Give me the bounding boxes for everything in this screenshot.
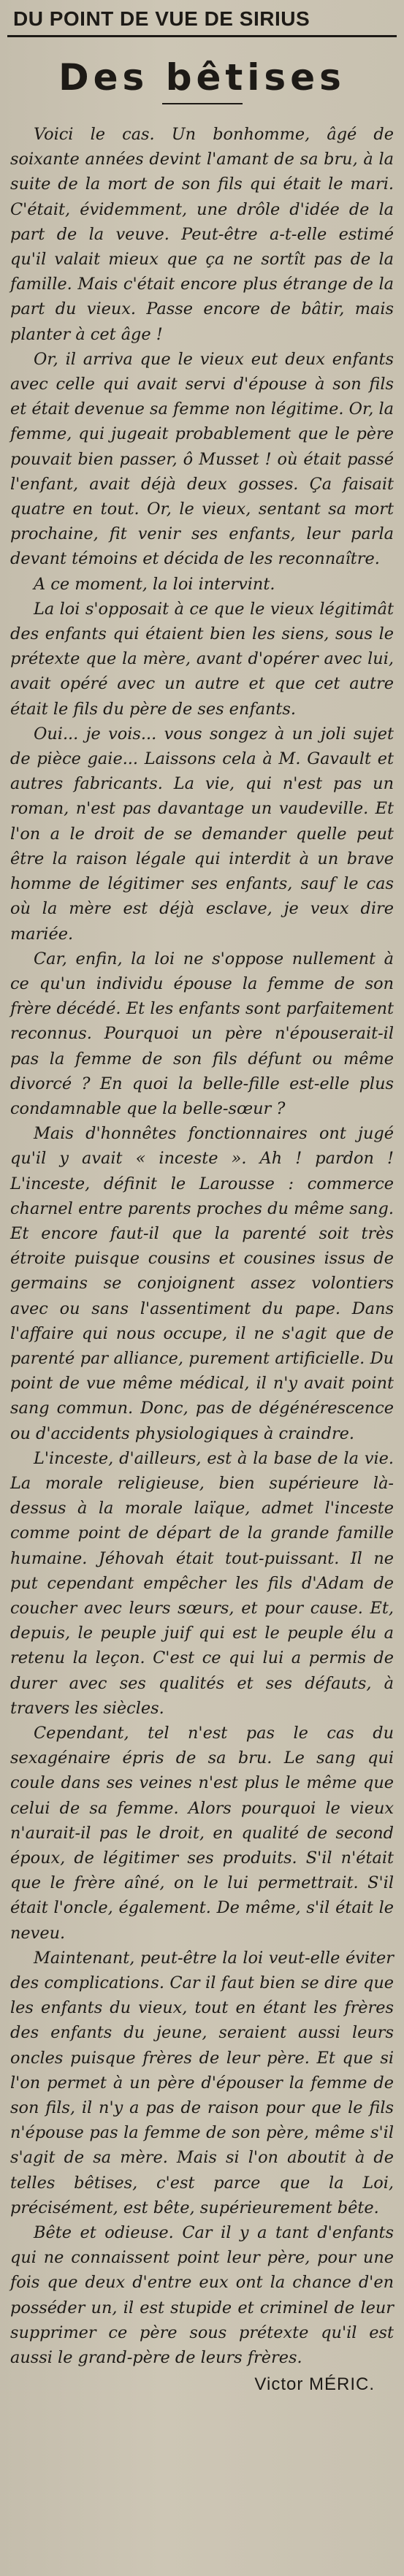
- paragraph: Oui... je vois... vous songez à un joli sujet de pièce gaie... Laissons cela à M. Gavault et autres fabricants. La vie, qui n'est pas un roman, n'est pas davantage un vaudeville. Et l'on a le droit de se demander quelle peut être la raison légale qui interdit à un brave homme de légitimer ses enfants, sauf le cas où la mère est déjà esclave, je veux dire mariée.: [10, 724, 394, 944]
- article-headline: Des bêtises: [58, 56, 346, 99]
- paragraph: Voici le cas. Un bonhomme, âgé de soixante années devint l'amant de sa bru, à la suite de la mort de son fils qui était le mari. C'était, évidemment, une drôle d'idée de la part de la veuve. Peut-être a-t-elle estimé qu'il valait mieux que ça ne sortît pas de la famille. Mais c'était encore plus étrange de la part du vieux. Passe encore de bâtir, mais planter à cet âge !: [10, 125, 394, 344]
- paragraph: Or, il arriva que le vieux eut deux enfants avec celle qui avait servi d'épouse à son fils et était devenue sa femme non légitime. Or, la femme, qui jugeait probablement que le père pouvait bien passer, ô Musset ! où était passé l'enfant, avait déjà deux gosses. Ça faisait quatre en tout. Or, le vieux, sentant sa mort prochaine, fit venir ses enfants, leur parla devant témoins et décida de les reconnaître.: [10, 349, 394, 569]
- rubric-heading: DU POINT DE VUE DE SIRIUS: [7, 0, 397, 37]
- paragraph: Cependant, tel n'est pas le cas du sexagénaire épris de sa bru. Le sang qui coule dans ses veines n'est plus le même que celui de sa femme. Alors pourquoi le vieux n'aurait-il pas le droit, en qualité de second époux, de légitimer ses produits. S'il n'était que le frère aîné, on le lui permettrait. S'il était l'oncle, également. De même, s'il était le neveu.: [10, 1724, 394, 1943]
- paragraph: Car, enfin, la loi ne s'oppose nullement à ce qu'un individu épouse la femme de son frère décédé. Et les enfants sont parfaitement reconnus. Pourquoi un père n'épouserait-il pas la femme de son fils défunt ou même divorcé ? En quoi la belle-fille est-elle plus condamnable que la belle-sœur ?: [10, 949, 394, 1118]
- paragraph: L'inceste, d'ailleurs, est à la base de la vie. La morale religieuse, bien supérieure là-dessus à la morale laïque, admet l'inceste comme point de départ de la grande famille humaine. Jéhovah était tout-puissant. Il ne put cependant empêcher les fils d'Adam de coucher avec leurs sœurs, et pour cause. Et, depuis, le peuple juif qui est le peuple élu a retenu la leçon. C'est ce qui lui a permis de durer avec ses qualités et ses défauts, à travers les siècles.: [10, 1448, 394, 1718]
- article-body: [7, 122, 397, 2370]
- headline-rule: [162, 103, 243, 104]
- author-signature: Victor MÉRIC.: [254, 2374, 375, 2395]
- paragraph: A ce moment, la loi intervint.: [34, 574, 275, 594]
- paragraph: Bête et odieuse. Car il y a tant d'enfants qui ne connaissent point leur père, pour une fois que deux d'entre eux ont la chance d'en posséder un, il est stupide et criminel de leur supprimer ce père sous prétexte qu'il est aussi le grand-père de leurs frères.: [10, 2223, 394, 2368]
- paragraph: Mais d'honnêtes fonctionnaires ont jugé qu'il y avait « inceste ». Ah ! pardon ! L'inceste, définit le Larousse : commerce charnel entre parents proches du même sang. Et encore faut-il que la parenté soit très étroite puisque cousins et cousines issus de germains se conjoignent assez volontiers avec ou sans l'assentiment du pape. Dans l'affaire qui nous occupe, il ne s'agit que de parenté par alliance, purement artificielle. Du point de vue même médical, il n'y avait point sang commun. Donc, pas de dégénérescence ou d'accidents physiologiques à craindre.: [10, 1124, 394, 1443]
- paragraph: La loi s'opposait à ce que le vieux légitimât des enfants qui étaient bien les siens, sous le prétexte que la mère, avant d'opérer avec lui, avait opéré avec un autre et que cet autre était le fils du père de ses enfants.: [10, 599, 394, 719]
- paragraph: Maintenant, peut-être la loi veut-elle éviter des complications. Car il faut bien se dire que les enfants du vieux, tout en étant les frères des enfants du jeune, seraient aussi leurs oncles puisque frères de leur père. Et que si l'on permet à un père d'épouser la femme de son fils, il n'y a pas de raison pour que le fils n'épouse pas la femme de son père, même s'il s'agit de sa mère. Mais si l'on aboutit à de telles bêtises, c'est parce que la Loi, précisément, est bête, supérieurement bête.: [10, 1948, 394, 2217]
